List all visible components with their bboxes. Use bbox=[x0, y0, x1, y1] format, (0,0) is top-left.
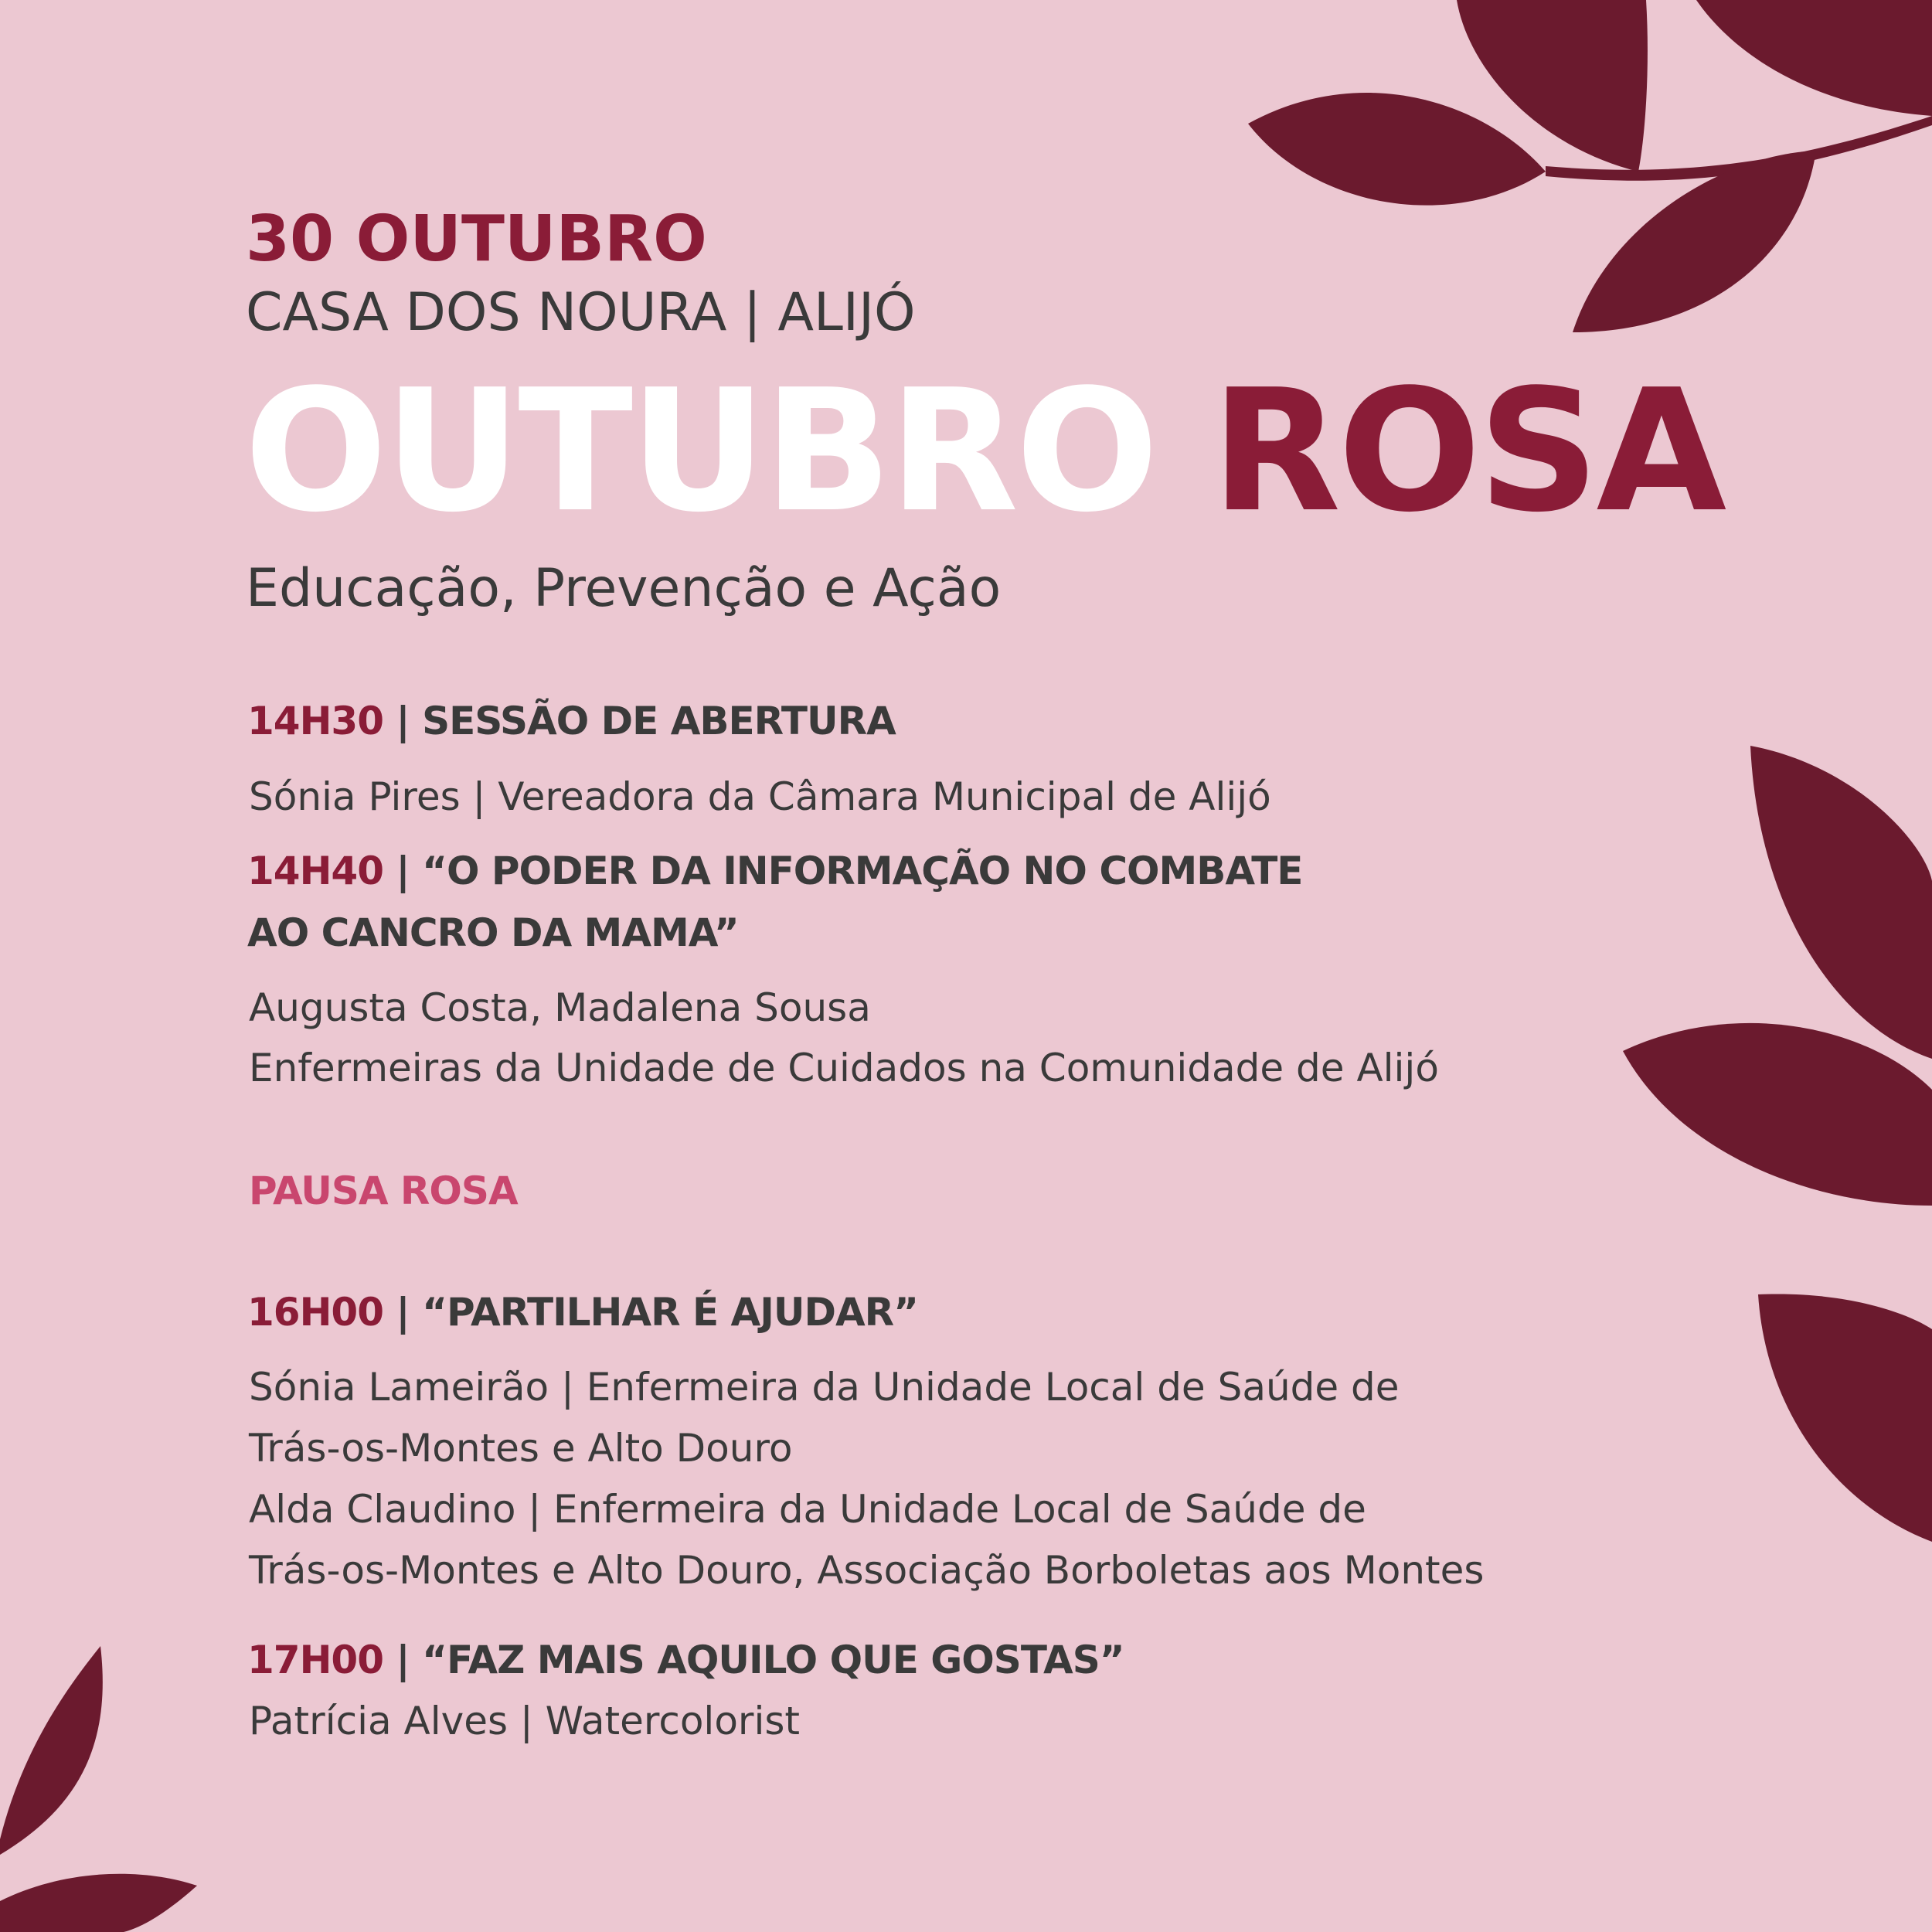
slot-title: | SESSÃO DE ABERTURA bbox=[383, 699, 896, 743]
leaf-mid-2 bbox=[1623, 1023, 1932, 1206]
event-venue: CASA DOS NOURA | ALIJÓ bbox=[246, 282, 916, 343]
slot-speaker: Patrícia Alves | Watercolorist bbox=[249, 1699, 801, 1743]
slot-title: | “FAZ MAIS AQUILO QUE GOSTAS” bbox=[383, 1638, 1124, 1682]
title-word-rosa: ROSA bbox=[1211, 354, 1724, 549]
leaf-bottom-left-2 bbox=[0, 1874, 197, 1932]
program-slot-heading bbox=[247, 1290, 918, 1335]
slot-speaker-role: Enfermeiras da Unidade de Cuidados na Comunidade de Alijó bbox=[249, 1046, 1439, 1090]
slot-speaker: Alda Claudino | Enfermeira da Unidade Local de Saúde de bbox=[249, 1487, 1366, 1532]
event-title bbox=[244, 354, 1724, 549]
slot-speaker-role: Trás-os-Montes e Alto Douro, Associação Borboletas aos Montes bbox=[249, 1548, 1485, 1593]
leaf-top-4 bbox=[1696, 0, 1932, 116]
slot-time: 14H40 bbox=[247, 849, 384, 893]
program-slot-heading bbox=[247, 699, 896, 743]
slot-time: 14H30 bbox=[247, 699, 384, 743]
slot-time: 16H00 bbox=[247, 1290, 384, 1335]
slot-speaker: Sónia Lameirão | Enfermeira da Unidade Local de Saúde de bbox=[249, 1365, 1400, 1410]
slot-title: | “O PODER DA INFORMAÇÃO NO COMBATE bbox=[383, 849, 1303, 893]
event-subtitle: Educação, Prevenção e Ação bbox=[246, 558, 1002, 619]
slot-speaker: Sónia Pires | Vereadora da Câmara Municipal de Alijó bbox=[249, 774, 1271, 819]
leaf-top-2 bbox=[1457, 0, 1648, 172]
slot-title-line2: AO CANCRO DA MAMA” bbox=[247, 910, 739, 955]
pause-label: PAUSA ROSA bbox=[249, 1168, 518, 1213]
leaf-low-right bbox=[1758, 1294, 1932, 1542]
program-slot-heading bbox=[247, 1638, 1124, 1682]
leaf-bottom-left-1 bbox=[0, 1646, 103, 1855]
leaf-top-1 bbox=[1248, 93, 1546, 206]
branch-stem bbox=[1546, 116, 1932, 181]
slot-speaker-role: Trás-os-Montes e Alto Douro bbox=[249, 1426, 793, 1471]
slot-time: 17H00 bbox=[247, 1638, 384, 1682]
program-slot-heading bbox=[247, 849, 1302, 893]
leaf-mid-1 bbox=[1750, 746, 1932, 1059]
event-date: 30 OUTUBRO bbox=[246, 202, 707, 276]
title-word-outubro: OUTUBRO bbox=[244, 354, 1156, 549]
slot-speaker: Augusta Costa, Madalena Sousa bbox=[249, 985, 871, 1030]
leaf-top-3 bbox=[1573, 151, 1816, 332]
slot-title: | “PARTILHAR É AJUDAR” bbox=[383, 1290, 919, 1335]
